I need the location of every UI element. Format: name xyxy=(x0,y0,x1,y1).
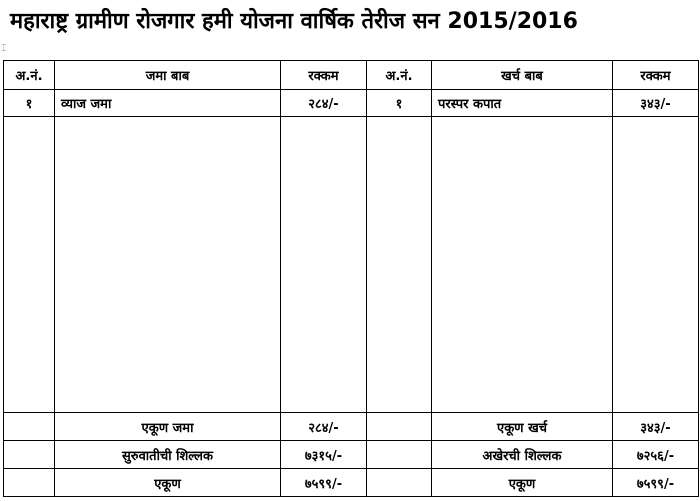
blank-cell xyxy=(4,117,55,413)
grand-total-label-left: एकूण xyxy=(55,469,281,497)
blank-cell xyxy=(613,117,699,413)
row-sr-left: १ xyxy=(4,90,55,117)
totals-row xyxy=(4,413,699,441)
document-title: महाराष्ट्र ग्रामीण रोजगार हमी योजना वार्षिक तेरीज सन 2015/2016 xyxy=(10,9,578,34)
blank-entries-area xyxy=(4,117,699,413)
blank-cell xyxy=(367,413,432,441)
blank-cell xyxy=(367,469,432,497)
header-amount-left: रक्कम xyxy=(281,61,367,90)
blank-cell xyxy=(4,413,55,441)
header-income-head: जमा बाब xyxy=(55,61,281,90)
income-total-value: २८४/- xyxy=(281,413,367,441)
blank-cell xyxy=(432,117,613,413)
header-amount-right: रक्कम xyxy=(613,61,699,90)
header-sr-left: अ.नं. xyxy=(4,61,55,90)
opening-balance-label: सुरुवातीची शिल्लक xyxy=(55,441,281,469)
grand-total-value-right: ७५९९/- xyxy=(613,469,699,497)
row-expense-amount: ३४३/- xyxy=(613,90,699,117)
expense-total-label: एकूण खर्च xyxy=(432,413,613,441)
row-sr-right: १ xyxy=(367,90,432,117)
closing-balance-value: ७२५६/- xyxy=(613,441,699,469)
blank-cell xyxy=(281,117,367,413)
table-header-row xyxy=(4,61,699,90)
blank-cell xyxy=(4,469,55,497)
blank-cell xyxy=(367,117,432,413)
row-expense-item: परस्पर कपात xyxy=(432,90,613,117)
grand-total-row xyxy=(4,469,699,497)
header-expense-head: खर्च बाब xyxy=(432,61,613,90)
row-income-amount: २८४/- xyxy=(281,90,367,117)
balance-row xyxy=(4,441,699,469)
row-income-item: व्याज जमा xyxy=(55,90,281,117)
table-row xyxy=(4,90,699,117)
grand-total-label-right: एकूण xyxy=(432,469,613,497)
grand-total-value-left: ७५९९/- xyxy=(281,469,367,497)
blank-cell xyxy=(4,441,55,469)
closing-balance-label: अखेरची शिल्लक xyxy=(432,441,613,469)
opening-balance-value: ७३१५/- xyxy=(281,441,367,469)
blank-cell xyxy=(367,441,432,469)
text-cursor-icon: ⌶ xyxy=(1,44,7,54)
income-total-label: एकूण जमा xyxy=(55,413,281,441)
expense-total-value: ३४३/- xyxy=(613,413,699,441)
blank-cell xyxy=(55,117,281,413)
header-sr-right: अ.नं. xyxy=(367,61,432,90)
annual-ledger-table xyxy=(3,60,699,497)
